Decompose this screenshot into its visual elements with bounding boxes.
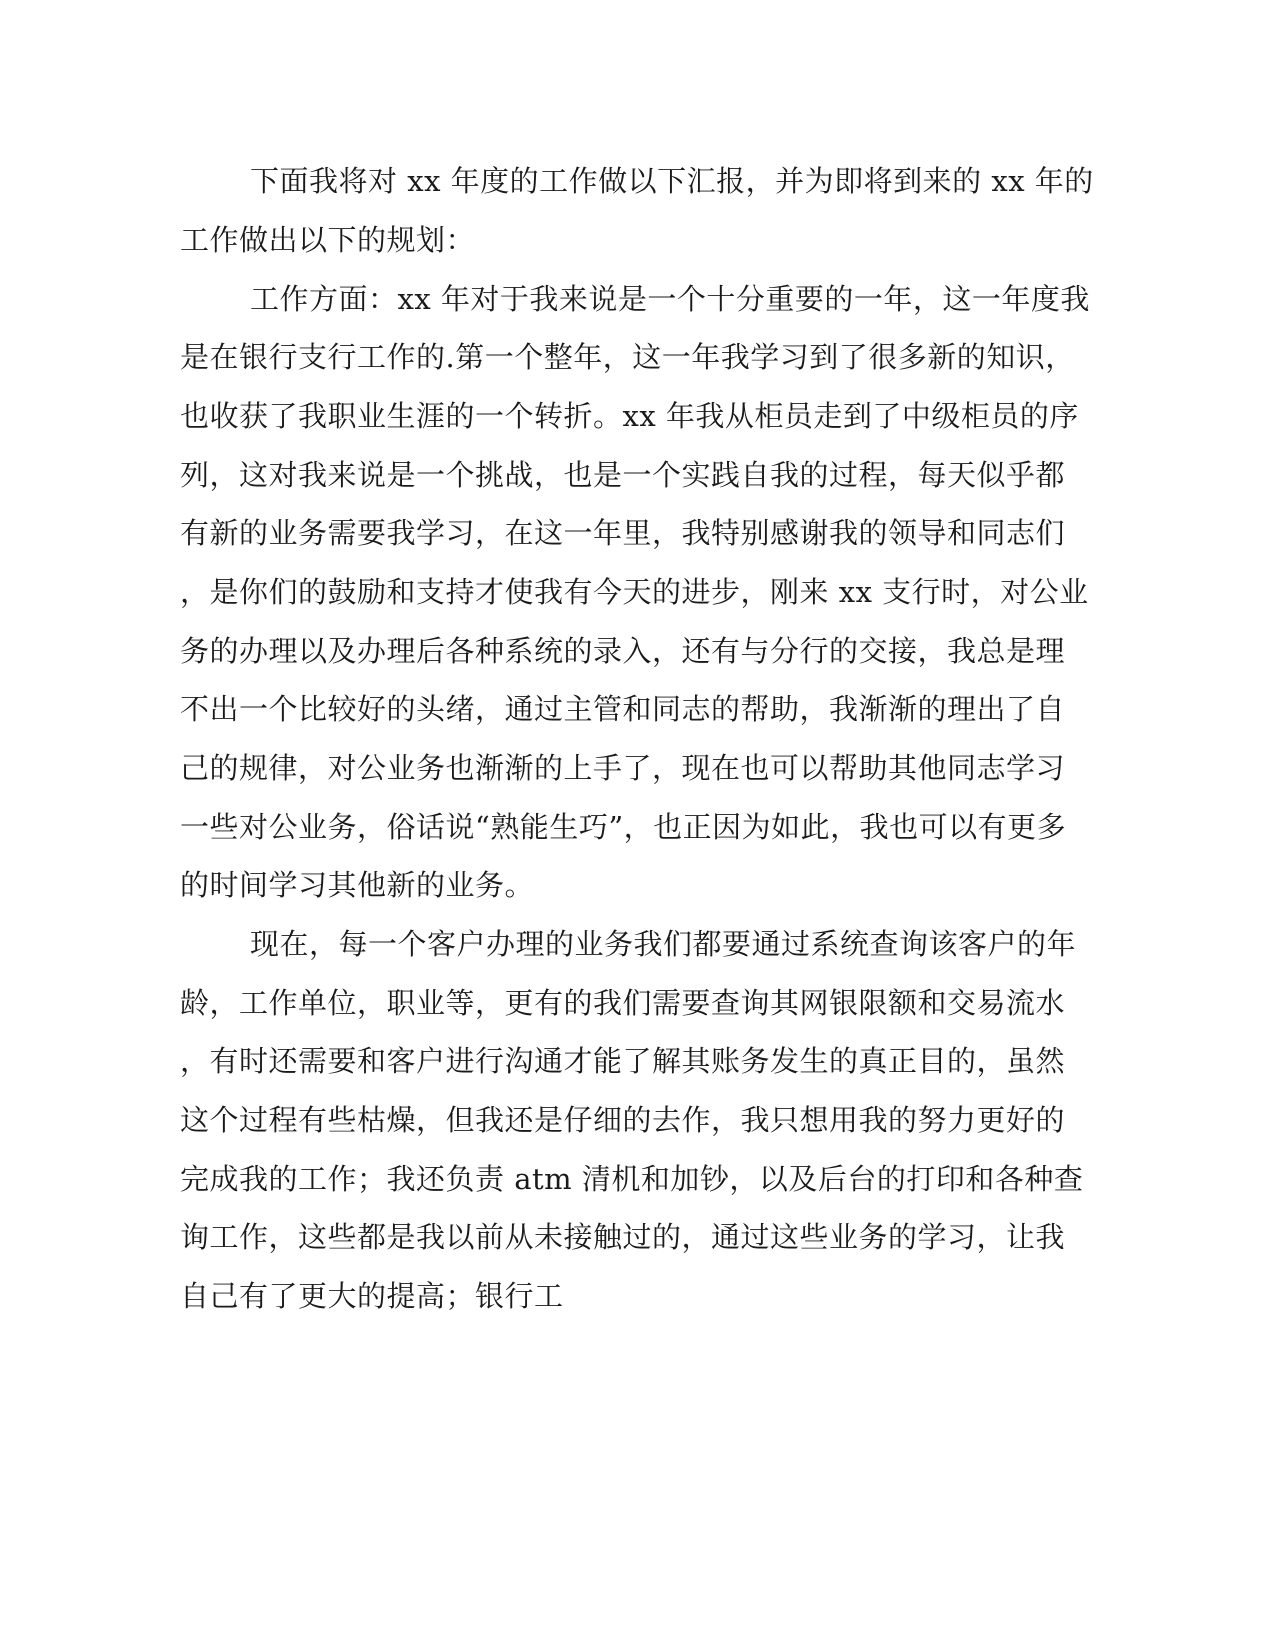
paragraph-3-line-6: 询工作，这些都是我以前从未接触过的，通过这些业务的学习，让我 (180, 1220, 1066, 1254)
paragraph-2-line-3: 也收获了我职业生涯的一个转折。xx 年我从柜员走到了中级柜员的序 (180, 399, 1079, 433)
paragraph-2-line-2: 是在银行支行工作的.第一个整年，这一年我学习到了很多新的知识， (180, 340, 1075, 374)
paragraph-2-line-7: 务的办理以及办理后各种系统的录入，还有与分行的交接，我总是理 (180, 634, 1066, 668)
paragraph-2-line-10: 一些对公业务，俗话说“熟能生巧”，也正因为如此，我也可以有更多 (180, 810, 1067, 844)
paragraph-2-line-5: 有新的业务需要我学习，在这一年里，我特别感谢我的领导和同志们 (180, 516, 1066, 550)
paragraph-3-line-1: 现在，每一个客户办理的业务我们都要通过系统查询该客户的年 (250, 927, 1077, 961)
paragraph-2-line-8: 不出一个比较好的头绪，通过主管和同志的帮助，我渐渐的理出了自 (180, 692, 1066, 726)
paragraph-3-line-5: 完成我的工作；我还负责 atm 清机和加钞，以及后台的打印和各种查 (180, 1162, 1084, 1196)
paragraph-2-line-6: ，是你们的鼓励和支持才使我有今天的进步，刚来 xx 支行时，对公业 (180, 575, 1089, 609)
paragraph-3-line-4: 这个过程有些枯燥，但我还是仔细的去作，我只想用我的努力更好的 (180, 1103, 1066, 1137)
paragraph-2-line-4: 列，这对我来说是一个挑战，也是一个实践自我的过程，每天似乎都 (180, 458, 1066, 492)
paragraph-3-line-3: ，有时还需要和客户进行沟通才能了解其账务发生的真正目的，虽然 (180, 1044, 1066, 1078)
paragraph-3-line-7: 自己有了更大的提高；银行工 (180, 1279, 564, 1313)
paragraph-2-line-11: 的时间学习其他新的业务。 (180, 868, 535, 902)
paragraph-2-line-9: 己的规律，对公业务也渐渐的上手了，现在也可以帮助其他同志学习 (180, 751, 1066, 785)
paragraph-3-line-2: 龄，工作单位，职业等，更有的我们需要查询其网银限额和交易流水 (180, 986, 1066, 1020)
paragraph-1-line-2: 工作做出以下的规划： (180, 223, 476, 257)
paragraph-1-line-1: 下面我将对 xx 年度的工作做以下汇报，并为即将到来的 xx 年的 (250, 164, 1094, 198)
paragraph-2-line-1: 工作方面：xx 年对于我来说是一个十分重要的一年，这一年度我 (250, 282, 1090, 316)
